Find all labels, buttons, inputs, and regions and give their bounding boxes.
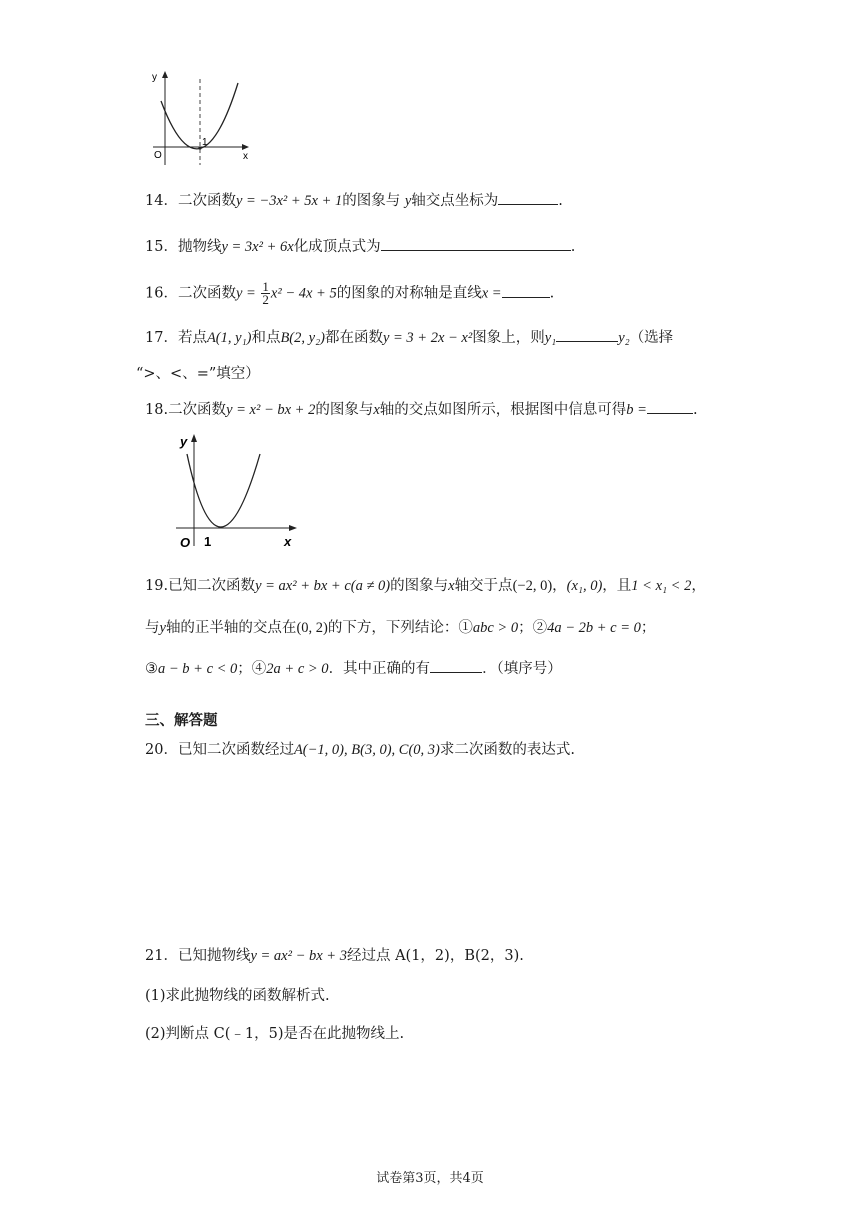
question-text: 的图象与 bbox=[342, 193, 401, 209]
x-axis-label: x bbox=[284, 534, 292, 549]
condition: 1 < x₁ < 2 bbox=[631, 578, 692, 594]
question-text: 的图象与 bbox=[315, 402, 374, 418]
question-14 bbox=[145, 190, 563, 211]
question-text: 与 bbox=[145, 620, 160, 636]
x-axis-arrow bbox=[242, 144, 249, 150]
fraction-numerator: 1 bbox=[262, 279, 269, 294]
point: (x₁, 0) bbox=[566, 578, 603, 594]
question-text: 轴的正半轴的交点在 bbox=[165, 620, 297, 636]
question-text: 二次函数 bbox=[177, 285, 236, 302]
conclusion-3: a − b + c < 0 bbox=[158, 661, 238, 677]
question-16 bbox=[145, 281, 554, 306]
answer-blank[interactable] bbox=[556, 327, 618, 342]
equation: y = 3x² + 6x bbox=[221, 239, 294, 255]
question-21 bbox=[145, 946, 524, 966]
question-text: 求二次函数的表达式. bbox=[439, 742, 575, 758]
question-text: 已知二次函数 bbox=[168, 578, 256, 594]
question-text: 都在函数 bbox=[324, 330, 383, 346]
equation: y = −3x² + 5x + 1 bbox=[235, 193, 343, 209]
question-text: 已知二次函数经过 bbox=[177, 742, 294, 758]
question-15 bbox=[145, 236, 575, 257]
equation-lhs: y = bbox=[235, 285, 256, 302]
page-footer: 试卷第3页，共4页 bbox=[376, 1171, 484, 1186]
variable: x bbox=[373, 402, 380, 418]
parabola-curve bbox=[187, 454, 260, 527]
question-number: 17． bbox=[145, 330, 178, 346]
question-text: 经过点 A(1，2)，B(2，3). bbox=[346, 948, 524, 964]
question-text: 的图象的对称轴是直线 bbox=[336, 285, 482, 302]
point-a: A(1, y₁) bbox=[206, 330, 252, 346]
y-axis-label: y bbox=[180, 434, 188, 449]
question-number: 18. bbox=[145, 402, 169, 418]
question-text: 轴交于点 bbox=[454, 578, 513, 594]
conclusion-1: abc > 0 bbox=[472, 620, 519, 636]
equation-b: b = bbox=[626, 402, 647, 418]
origin-label: O bbox=[180, 535, 191, 550]
equation-rhs: x² − 4x + 5 bbox=[270, 285, 337, 302]
answer-blank[interactable] bbox=[647, 399, 693, 414]
y-axis-label: y bbox=[152, 72, 157, 83]
point-b: B(2, y₂) bbox=[280, 330, 325, 346]
question-text: 化成顶点式为 bbox=[293, 239, 381, 255]
separator: ；④ bbox=[237, 661, 267, 677]
question-text: 和点 bbox=[251, 330, 281, 346]
separator: ； bbox=[640, 620, 656, 636]
answer-blank[interactable] bbox=[430, 658, 482, 673]
question-17 bbox=[145, 327, 673, 348]
fraction-denominator: 2 bbox=[262, 292, 269, 307]
points: A(−1, 0), B(3, 0), C(0, 3) bbox=[293, 742, 440, 758]
conclusion-4: 2a + c > 0 bbox=[266, 661, 329, 677]
question-21-part-1: (1)求此抛物线的函数解析式. bbox=[145, 988, 330, 1004]
question-text: 二次函数 bbox=[177, 193, 236, 209]
period: . bbox=[549, 285, 555, 302]
y2: y₂ bbox=[618, 330, 630, 346]
question-text: ，且 bbox=[602, 578, 632, 594]
question-19-line2 bbox=[145, 618, 655, 638]
tick-label: 1 bbox=[204, 534, 212, 549]
question-text: 抛物线 bbox=[177, 239, 222, 255]
y-axis-arrow bbox=[191, 434, 197, 442]
question-number: 14． bbox=[145, 193, 178, 209]
question-17-line2: “>、<、=”填空） bbox=[136, 366, 260, 382]
question-20 bbox=[145, 740, 575, 760]
question-text: ．（填序号） bbox=[482, 661, 562, 677]
answer-blank[interactable] bbox=[502, 283, 550, 298]
equation: y = ax² − bx + 3 bbox=[250, 948, 347, 964]
question-number: 16． bbox=[145, 285, 178, 302]
point: (−2, 0) bbox=[512, 578, 553, 594]
section-title: 三、解答题 bbox=[145, 713, 218, 729]
variable: y bbox=[404, 193, 412, 209]
question-number: 21． bbox=[145, 948, 178, 964]
question-18 bbox=[145, 399, 698, 420]
fraction bbox=[261, 281, 270, 306]
answer-blank[interactable] bbox=[381, 236, 571, 251]
period: . bbox=[558, 193, 563, 209]
answer-blank[interactable] bbox=[498, 190, 558, 205]
question-text: 轴交点坐标为 bbox=[411, 193, 499, 209]
question-text: 的图象与 bbox=[390, 578, 449, 594]
variable: x bbox=[448, 578, 455, 594]
question-19-line3 bbox=[145, 658, 562, 679]
parabola-graph-1 bbox=[145, 65, 260, 170]
parabola-graph-2 bbox=[170, 430, 305, 552]
question-text: ．其中正确的有 bbox=[328, 661, 431, 677]
equation: y = x² − bx + 2 bbox=[226, 402, 316, 418]
variable: y bbox=[159, 620, 166, 636]
tick-label: 1 bbox=[202, 137, 208, 148]
question-21-part-2: (2)判断点 C(﹣1，5)是否在此抛物线上. bbox=[145, 1026, 405, 1042]
period: . bbox=[570, 239, 576, 255]
period: . bbox=[692, 402, 698, 418]
x-axis-arrow bbox=[289, 525, 297, 531]
question-number: 20． bbox=[145, 742, 178, 758]
x-axis-label: x bbox=[243, 151, 248, 162]
question-text: 二次函数 bbox=[168, 402, 227, 418]
question-number: 19. bbox=[145, 578, 169, 594]
conclusion-2: 4a − 2b + c = 0 bbox=[547, 620, 641, 636]
equation-x: x = bbox=[481, 285, 502, 302]
equation: y = 3 + 2x − x² bbox=[382, 330, 473, 346]
question-text: 图象上，则 bbox=[472, 330, 545, 346]
comma: ， bbox=[691, 578, 706, 594]
question-text: 的下方，下列结论：① bbox=[327, 620, 473, 636]
question-19-line1 bbox=[145, 576, 706, 596]
equation: y = ax² + bx + c(a ≠ 0) bbox=[255, 578, 391, 594]
separator: ；② bbox=[518, 620, 548, 636]
comma: ， bbox=[552, 578, 567, 594]
question-number: 15． bbox=[145, 239, 178, 255]
point: (0, 2) bbox=[296, 620, 328, 636]
question-text: 轴的交点如图所示，根据图中信息可得 bbox=[379, 402, 627, 418]
question-text: 已知抛物线 bbox=[177, 948, 251, 964]
question-text: （选择 bbox=[629, 330, 674, 346]
origin-label: O bbox=[154, 150, 162, 161]
y1: y₁ bbox=[544, 330, 557, 346]
question-text: 若点 bbox=[177, 330, 207, 346]
question-text: ③ bbox=[145, 661, 158, 677]
y-axis-arrow bbox=[162, 71, 168, 78]
